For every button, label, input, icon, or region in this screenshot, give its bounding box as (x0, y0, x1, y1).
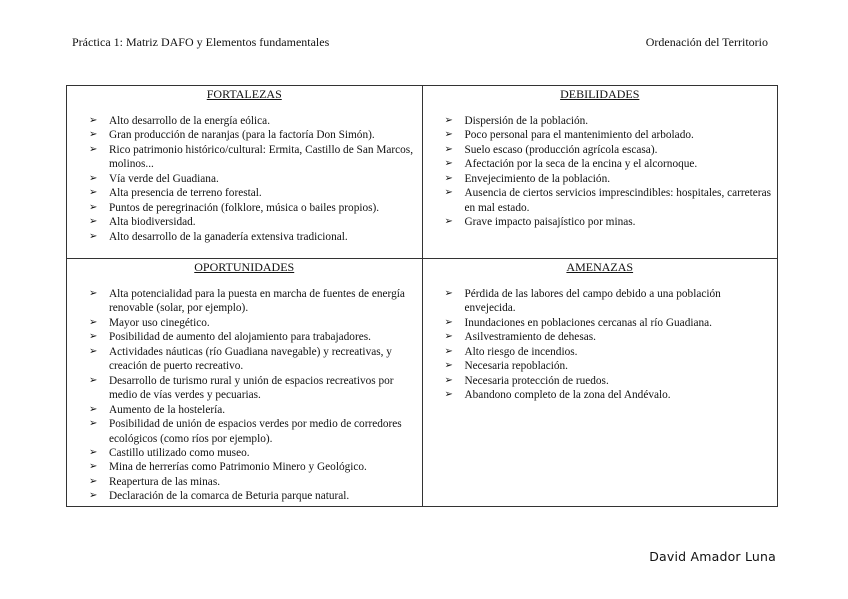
list-item (445, 128, 772, 142)
list-item-text: Aumento de la hostelería. (109, 403, 226, 416)
list-item (445, 345, 772, 359)
list-item-text: Declaración de la comarca de Beturia parque natural. (109, 490, 350, 503)
list-item (89, 460, 416, 474)
list-item (89, 330, 416, 344)
dafo-matrix (66, 85, 778, 507)
arrow-bullet-icon: ➢ (89, 331, 98, 343)
list-item (89, 143, 416, 172)
list-item-text: Inundaciones en poblaciones cercanas al río Guadiana. (464, 316, 712, 329)
header-title: Práctica 1: Matriz DAFO y Elementos fundamentales (72, 35, 330, 49)
list-item (89, 374, 416, 403)
list-item (89, 403, 416, 417)
list-item-text: Alta biodiversidad. (109, 216, 196, 229)
arrow-bullet-icon: ➢ (89, 129, 98, 141)
arrow-bullet-icon: ➢ (89, 403, 98, 415)
arrow-bullet-icon: ➢ (444, 288, 453, 299)
arrow-bullet-icon: ➢ (89, 316, 98, 328)
arrow-bullet-icon: ➢ (89, 115, 98, 126)
list-item (89, 114, 416, 128)
arrow-bullet-icon: ➢ (89, 172, 98, 184)
arrow-bullet-icon: ➢ (444, 143, 453, 155)
arrow-bullet-icon: ➢ (89, 446, 98, 458)
arrow-bullet-icon: ➢ (89, 490, 98, 502)
arrow-bullet-icon: ➢ (89, 230, 98, 242)
arrow-bullet-icon: ➢ (444, 331, 453, 343)
arrow-bullet-icon: ➢ (444, 158, 453, 170)
arrow-bullet-icon: ➢ (89, 374, 98, 386)
list-item-text: Gran producción de naranjas (para la factoría Don Simón). (109, 129, 375, 142)
list-item-text: Alta potencialidad para la puesta en marcha de fuentes de energía renovable (solar, por ejemplo). (109, 288, 405, 315)
fortalezas-cell (67, 86, 423, 259)
arrow-bullet-icon: ➢ (89, 201, 98, 213)
list-item (89, 215, 416, 229)
arrow-bullet-icon: ➢ (89, 216, 98, 228)
amenazas-list (429, 287, 772, 403)
list-item-text: Alta presencia de terreno forestal. (109, 187, 262, 200)
debilidades-title: DEBILIDADES (560, 87, 640, 101)
header-subject: Ordenación del Territorio (645, 35, 768, 49)
list-item-text: Ausencia de ciertos servicios imprescindibles: hospitales, carreteras en mal estado. (464, 187, 771, 214)
arrow-bullet-icon: ➢ (444, 316, 453, 328)
list-item-text: Mayor uso cinegético. (109, 316, 210, 329)
list-item (89, 475, 416, 489)
list-item (445, 143, 772, 157)
list-item-text: Mina de herrerías como Patrimonio Minero y Geológico. (109, 461, 367, 474)
list-item (445, 388, 772, 402)
list-item-text: Envejecimiento de la población. (464, 172, 611, 185)
list-item (89, 287, 416, 316)
arrow-bullet-icon: ➢ (89, 187, 98, 199)
arrow-bullet-icon: ➢ (444, 115, 453, 126)
list-item (89, 345, 416, 374)
arrow-bullet-icon: ➢ (89, 143, 98, 155)
list-item (445, 316, 772, 330)
arrow-bullet-icon: ➢ (444, 187, 453, 199)
list-item (89, 489, 416, 503)
list-item-text: Afectación por la seca de la encina y el alcornoque. (464, 158, 698, 171)
list-item-text: Grave impacto paisajístico por minas. (464, 216, 636, 229)
list-item-text: Dispersión de la población. (464, 115, 589, 127)
oportunidades-cell (67, 259, 423, 507)
list-item-text: Suelo escaso (producción agrícola escasa). (464, 143, 658, 156)
list-item-text: Posibilidad de unión de espacios verdes por medio de corredores ecológicos (como ríos por ejemplo). (109, 418, 402, 445)
list-item (445, 287, 772, 316)
list-item (89, 186, 416, 200)
list-item (445, 172, 772, 186)
list-item-text: Alto desarrollo de la energía eólica. (109, 115, 271, 127)
list-item (89, 128, 416, 142)
list-item (445, 330, 772, 344)
list-item-text: Alto riesgo de incendios. (464, 345, 578, 358)
list-item (445, 374, 772, 388)
list-item-text: Castillo utilizado como museo. (109, 446, 250, 459)
list-item (445, 157, 772, 171)
debilidades-cell (422, 86, 778, 259)
debilidades-list (429, 114, 772, 230)
list-item-text: Desarrollo de turismo rural y unión de espacios recreativos por medio de vías verdes y pecuarias. (109, 374, 394, 402)
list-item (89, 230, 416, 244)
list-item-text: Necesaria protección de ruedos. (464, 374, 609, 387)
list-item (89, 446, 416, 460)
amenazas-title: AMENAZAS (566, 260, 634, 274)
list-item-text: Abandono completo de la zona del Andévalo. (464, 389, 671, 402)
arrow-bullet-icon: ➢ (444, 216, 453, 228)
arrow-bullet-icon: ➢ (89, 288, 98, 299)
list-item-text: Necesaria repoblación. (464, 360, 568, 373)
fortalezas-list (73, 114, 416, 244)
oportunidades-title: OPORTUNIDADES (194, 260, 295, 274)
list-item (445, 114, 772, 128)
arrow-bullet-icon: ➢ (89, 418, 98, 430)
arrow-bullet-icon: ➢ (89, 345, 98, 357)
list-item-text: Vía verde del Guadiana. (109, 172, 219, 185)
arrow-bullet-icon: ➢ (444, 345, 453, 357)
list-item-text: Actividades náuticas (río Guadiana navegable) y recreativas, y creación de puerto recreativo. (109, 345, 392, 373)
arrow-bullet-icon: ➢ (89, 475, 98, 487)
amenazas-cell (422, 259, 778, 507)
list-item (89, 417, 416, 446)
arrow-bullet-icon: ➢ (444, 374, 453, 386)
list-item (89, 172, 416, 186)
fortalezas-title: FORTALEZAS (206, 87, 282, 101)
arrow-bullet-icon: ➢ (444, 129, 453, 141)
arrow-bullet-icon: ➢ (444, 172, 453, 184)
footer-author: David Amador Luna (649, 549, 776, 564)
list-item-text: Pérdida de las labores del campo debido a una población envejecida. (464, 288, 721, 315)
list-item (89, 201, 416, 215)
list-item-text: Poco personal para el mantenimiento del arbolado. (464, 129, 694, 142)
arrow-bullet-icon: ➢ (444, 360, 453, 372)
arrow-bullet-icon: ➢ (444, 389, 453, 401)
list-item (89, 316, 416, 330)
list-item-text: Reapertura de las minas. (109, 475, 221, 488)
list-item (445, 215, 772, 229)
list-item-text: Puntos de peregrinación (folklore, música o bailes propios). (109, 201, 380, 214)
list-item-text: Asilvestramiento de dehesas. (464, 331, 596, 344)
list-item-text: Posibilidad de aumento del alojamiento para trabajadores. (109, 331, 371, 344)
list-item-text: Alto desarrollo de la ganadería extensiva tradicional. (109, 230, 348, 243)
oportunidades-list (73, 287, 416, 504)
list-item-text: Rico patrimonio histórico/cultural: Ermita, Castillo de San Marcos, molinos... (109, 143, 414, 171)
list-item (445, 359, 772, 373)
arrow-bullet-icon: ➢ (89, 461, 98, 473)
list-item (445, 186, 772, 215)
